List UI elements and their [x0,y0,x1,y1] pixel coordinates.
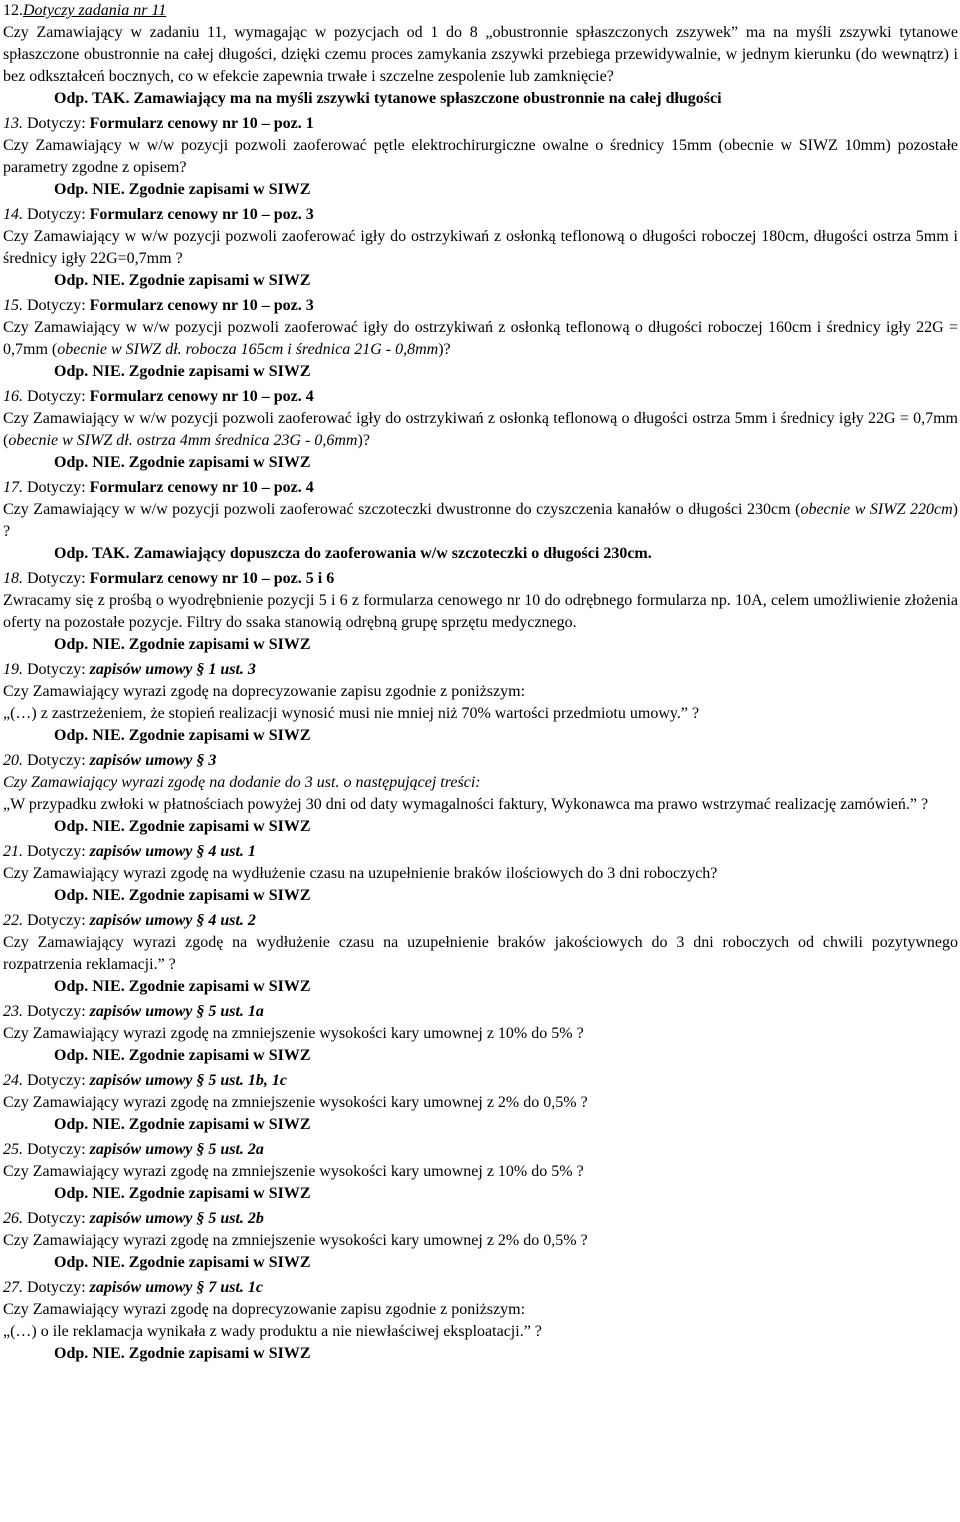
question-text-end: ) ? [3,501,958,540]
question-17 [3,477,958,565]
proposed-wording: „(…) o ile reklamacja wynikała z wady produktu a nie niewłaściwej eksploatacji.” ? [3,1323,542,1340]
question-number: 23. [3,1003,23,1020]
question-header [3,477,958,499]
question-header [3,1208,958,1230]
question-number: 26. [3,1210,23,1227]
answer: Odp. NIE. Zgodnie zapisami w SIWZ [54,636,311,653]
answer: Odp. NIE. Zgodnie zapisami w SIWZ [54,727,311,744]
question-number: 17. [3,479,23,496]
answer-text: Zamawiający ma na myśli zszywki tytanowe spłaszczone obustronnie na całej długości [133,90,722,107]
question-number: 22. [3,912,23,929]
question-reference: Dotyczy zadania nr 11 [23,2,167,19]
question-number: 19. [3,661,23,678]
question-number: 20. [3,752,23,769]
proposed-wording: „W przypadku zwłoki w płatnościach powyżej 30 dni od daty wymagalności faktury, Wykonawca ma prawo wstrzymać realizację zamówień.” ? [3,796,929,813]
answer: Odp. NIE. Zgodnie zapisami w SIWZ [54,887,311,904]
question-text: Czy Zamawiający w zadaniu 11, wymagając w pozycjach od 1 do 8 „obustronnie spłaszczonych zszywek” ma na myśli zszywki tytanowe spłaszczone obustronnie na całej długości, dzięki czemu proces zamykania zszywki przebiega przewidywalnie, w jednym kierunku (do wewnątrz) i bez odkształceń bocznych, co w efekcie zapewnia trwałe i szczelne zespolenie lub zamknięcie? [3,24,958,85]
answer: Odp. NIE. Zgodnie zapisami w SIWZ [54,1185,311,1202]
question-text [3,317,958,361]
question-number: 21. [3,843,23,860]
question-16 [3,386,958,474]
document [3,0,958,1365]
question-text: Czy Zamawiający wyrazi zgodę na wydłużenie czasu na uzupełnienie braków jakościowych do 3 dni roboczych od chwili pozytywnego rozpatrzenia reklamacji.” ? [3,934,958,973]
question-reference: Formularz cenowy nr 10 – poz. 3 [89,206,314,223]
question-text-part: Czy Zamawiający w w/w pozycji pozwoli zaoferować igły do ostrzykiwań z osłonką teflonową o długości ostrza 5mm i średnicy igły 22G = 0,7mm ( [3,410,958,449]
current-spec-note: obecnie w SIWZ 220cm [800,501,953,518]
question-reference: Formularz cenowy nr 10 – poz. 1 [89,115,314,132]
question-reference: zapisów umowy § 5 ust. 2b [89,1210,264,1227]
question-header [3,910,958,932]
question-reference: Formularz cenowy nr 10 – poz. 4 [89,479,314,496]
question-label: Dotyczy: [27,752,86,769]
question-text: Czy Zamawiający w w/w pozycji pozwoli zaoferować igły do ostrzykiwań z osłonką teflonową o długości roboczej 180cm, długości ostrza 5mm i średnicy igły 22G=0,7mm ? [3,228,958,267]
question-25 [3,1139,958,1205]
question-text: Czy Zamawiający wyrazi zgodę na wydłużenie czasu na uzupełnienie braków ilościowych do 3 dni roboczych? [3,865,718,882]
question-text-end: )? [438,341,451,358]
question-text: Czy Zamawiający wyrazi zgodę na dodanie do 3 ust. o następującej treści: [3,774,481,791]
answer: Odp. NIE. Zgodnie zapisami w SIWZ [54,272,311,289]
question-13 [3,113,958,201]
proposed-wording: „(…) z zastrzeżeniem, że stopień realizacji wynosić musi nie mniej niż 70% wartości przedmiotu umowy.” ? [3,705,700,722]
question-20 [3,750,958,838]
answer: Odp. TAK. Zamawiający dopuszcza do zaoferowania w/w szczoteczki o długości 230cm. [54,545,652,562]
question-number: 12. [3,2,23,19]
question-number: 15. [3,297,23,314]
question-label: Dotyczy: [27,479,86,496]
answer: Odp. NIE. Zgodnie zapisami w SIWZ [54,181,311,198]
question-number: 14. [3,206,23,223]
answer: Odp. NIE. Zgodnie zapisami w SIWZ [54,1047,311,1064]
question-text-part: Czy Zamawiający w w/w pozycji pozwoli zaoferować szczoteczki dwustronne do czyszczenia kanałów o długości 230cm ( [3,501,801,518]
question-header [3,659,958,681]
current-spec-note: obecnie w SIWZ dł. ostrza 4mm średnica 23G - 0,6mm [8,432,358,449]
question-text [3,408,958,452]
question-text [3,499,958,543]
question-text: Czy Zamawiający wyrazi zgodę na zmniejszenie wysokości kary umownej z 10% do 5% ? [3,1025,584,1042]
question-14 [3,204,958,292]
question-number: 24. [3,1072,23,1089]
question-reference: Formularz cenowy nr 10 – poz. 5 i 6 [89,570,335,587]
question-label: Dotyczy: [27,115,86,132]
question-reference: zapisów umowy § 4 ust. 2 [89,912,256,929]
question-header [3,113,958,135]
question-number: 16. [3,388,23,405]
question-reference: zapisów umowy § 4 ust. 1 [89,843,256,860]
question-22 [3,910,958,998]
question-header [3,1139,958,1161]
question-header [3,1070,958,1092]
question-label: Dotyczy: [27,1141,86,1158]
question-23 [3,1001,958,1067]
answer-label: Odp. TAK. [54,90,130,107]
question-label: Dotyczy: [27,1210,90,1227]
question-label: Dotyczy: [27,297,86,314]
question-label: Dotyczy: [27,1072,86,1089]
current-spec-note: obecnie w SIWZ dł. robocza 165cm i średnica 21G - 0,8mm [57,341,439,358]
question-18 [3,568,958,656]
question-27 [3,1277,958,1365]
question-number: 18. [3,570,23,587]
question-text: Czy Zamawiający wyrazi zgodę na doprecyzowanie zapisu zgodnie z poniższym: [3,1301,526,1318]
question-reference: zapisów umowy § 1 ust. 3 [89,661,256,678]
question-number: 13. [3,115,23,132]
answer: Odp. NIE. Zgodnie zapisami w SIWZ [54,1345,311,1362]
question-number: 27. [3,1279,23,1296]
answer [3,88,958,110]
question-label: Dotyczy: [27,843,86,860]
question-header [3,750,958,772]
question-reference: zapisów umowy § 3 [89,752,217,769]
question-text: Czy Zamawiający w w/w pozycji pozwoli zaoferować pętle elektrochirurgiczne owalne o średnicy 15mm (obecnie w SIWZ 10mm) pozostałe parametry zgodne z opisem? [3,137,958,176]
answer: Odp. NIE. Zgodnie zapisami w SIWZ [54,363,311,380]
question-24 [3,1070,958,1136]
question-label: Dotyczy: [27,1003,86,1020]
question-header [3,204,958,226]
question-header [3,386,958,408]
question-text-part: Czy Zamawiający w w/w pozycji pozwoli zaoferować igły do ostrzykiwań z osłonką teflonową o długości roboczej 160cm i średnicy igły 22G = 0,7mm ( [3,319,958,358]
answer: Odp. NIE. Zgodnie zapisami w SIWZ [54,1254,311,1271]
question-label: Dotyczy: [27,912,90,929]
question-label: Dotyczy: [27,661,86,678]
question-label: Dotyczy: [27,206,86,223]
question-text-end: )? [357,432,370,449]
question-label: Dotyczy: [27,388,86,405]
question-header [3,0,958,22]
question-number: 25. [3,1141,23,1158]
question-label: Dotyczy: [27,570,86,587]
question-text: Czy Zamawiający wyrazi zgodę na zmniejszenie wysokości kary umownej z 10% do 5% ? [3,1163,584,1180]
question-reference: zapisów umowy § 7 ust. 1c [89,1279,264,1296]
question-21 [3,841,958,907]
question-reference: Formularz cenowy nr 10 – poz. 3 [89,297,314,314]
question-15 [3,295,958,383]
answer: Odp. NIE. Zgodnie zapisami w SIWZ [54,1116,311,1133]
question-header [3,568,958,590]
question-reference: zapisów umowy § 5 ust. 1b, 1c [89,1072,288,1089]
question-reference: zapisów umowy § 5 ust. 1a [89,1003,264,1020]
question-header [3,1001,958,1023]
question-label: Dotyczy: [27,1279,90,1296]
question-header [3,295,958,317]
question-text: Czy Zamawiający wyrazi zgodę na doprecyzowanie zapisu zgodnie z poniższym: [3,683,526,700]
question-12 [3,0,958,110]
question-19 [3,659,958,747]
answer: Odp. NIE. Zgodnie zapisami w SIWZ [54,978,311,995]
question-text: Czy Zamawiający wyrazi zgodę na zmniejszenie wysokości kary umownej z 2% do 0,5% ? [3,1232,588,1249]
question-header [3,1277,958,1299]
answer: Odp. NIE. Zgodnie zapisami w SIWZ [54,454,311,471]
question-text: Zwracamy się z prośbą o wyodrębnienie pozycji 5 i 6 z formularza cenowego nr 10 do odrębnego formularza np. 10A, celem umożliwienie złożenia oferty na pozostałe pozycje. Filtry do ssaka stanowią odrębną grupę sprzętu medycznego. [3,592,958,631]
question-text: Czy Zamawiający wyrazi zgodę na zmniejszenie wysokości kary umownej z 2% do 0,5% ? [3,1094,588,1111]
question-reference: zapisów umowy § 5 ust. 2a [89,1141,264,1158]
question-reference: Formularz cenowy nr 10 – poz. 4 [89,388,314,405]
answer: Odp. NIE. Zgodnie zapisami w SIWZ [54,818,311,835]
question-26 [3,1208,958,1274]
question-header [3,841,958,863]
